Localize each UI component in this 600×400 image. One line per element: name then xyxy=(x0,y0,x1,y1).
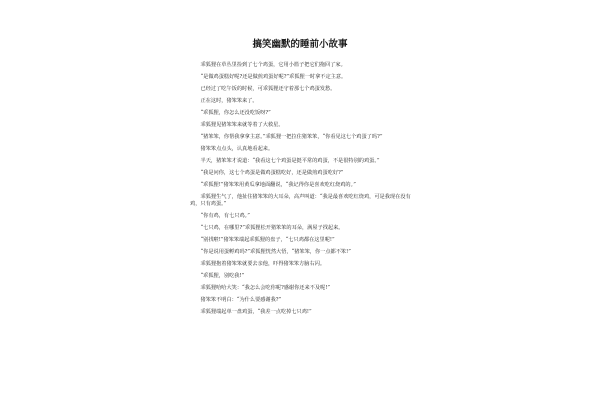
paragraph: 乖狐狸端起单一盘鸡蛋，“我差一点吃掉七只鸡!” xyxy=(200,308,312,315)
paragraph: “我是问你，这七个鸡蛋是做鸡蛋糕吃好，还是做煎鸡蛋吃好?” xyxy=(200,170,344,176)
paragraph: 乖狐狸哈哈大笑：“我怎么会吃你呢?感谢你还来不及呢!” xyxy=(200,284,330,291)
paragraph: 乖狐狸见猪笨笨来就等着了大救星。 xyxy=(200,122,284,128)
paragraph: 半天，猪笨笨才说道：“我看这七个鸡蛋是挺平常的鸡蛋，不是很特别的鸡蛋。” xyxy=(200,158,380,164)
document-title: 搞笑幽默的睡前小故事 xyxy=(252,39,348,50)
paragraph: “是做鸡蛋糕好呢?还是做煎鸡蛋好呢?”乖狐狸一时拿不定主意。 xyxy=(200,74,347,80)
paragraph: “猪笨笨，你帮我拿拿主意。”乖狐狸一把拉住猪笨笨，“你看见这七个鸡蛋了吗?” xyxy=(200,134,383,140)
paragraph: “你是说用蛋孵鸡吗?”乖狐狸恍然大悟，“猪笨笨，你一点都不笨!” xyxy=(200,248,351,255)
paragraph: 猪笨笨不明白：“为什么要感谢我?” xyxy=(200,296,282,303)
paragraph: 已经过了吃午饭的时候，可乖狐狸还守着那七个鸡蛋发愁。 xyxy=(200,86,336,92)
paragraph: 正在这时，猪笨笨来了。 xyxy=(200,98,258,104)
paragraph: “七只鸡，在哪里?”乖狐狸松开猪笨笨的耳朵，满屋子找起来。 xyxy=(200,224,344,231)
paragraph: 乖狐狸在草丛里捡到了七个鸡蛋，它用小篮子把它们拖回了家。 xyxy=(200,62,346,68)
story-body xyxy=(190,62,412,321)
paragraph: 乖狐狸抱着猪笨笨就要去亲他，吓得猪笨笨方脑右闪。 xyxy=(200,260,326,267)
paragraph: 猪笨笨点点头，认真地看起来。 xyxy=(200,146,274,152)
paragraph: “乖狐狸，别吃我!” xyxy=(200,272,245,279)
paragraph: “别找啦!”猪笨笨端起乖狐狸的盘子，“七只鸡都在这里呢!” xyxy=(200,236,335,243)
paragraph: “乖狐狸!”猪笨笨用黄瓜拿地面翻说，“我记得你是喜欢吃红烧鸡的。” xyxy=(200,182,356,188)
paragraph: 乖狐狸生气了，他扯住猪笨笨的大耳朵，高声叫道：“我是最喜欢吃红烧鸡，可是我现在没有鸡，只有鸡蛋。” xyxy=(190,194,411,207)
paragraph: “你有鸡，有七只鸡。” xyxy=(200,212,250,219)
paragraph: “乖狐狸，你怎么还没吃饭呀?” xyxy=(200,110,271,116)
